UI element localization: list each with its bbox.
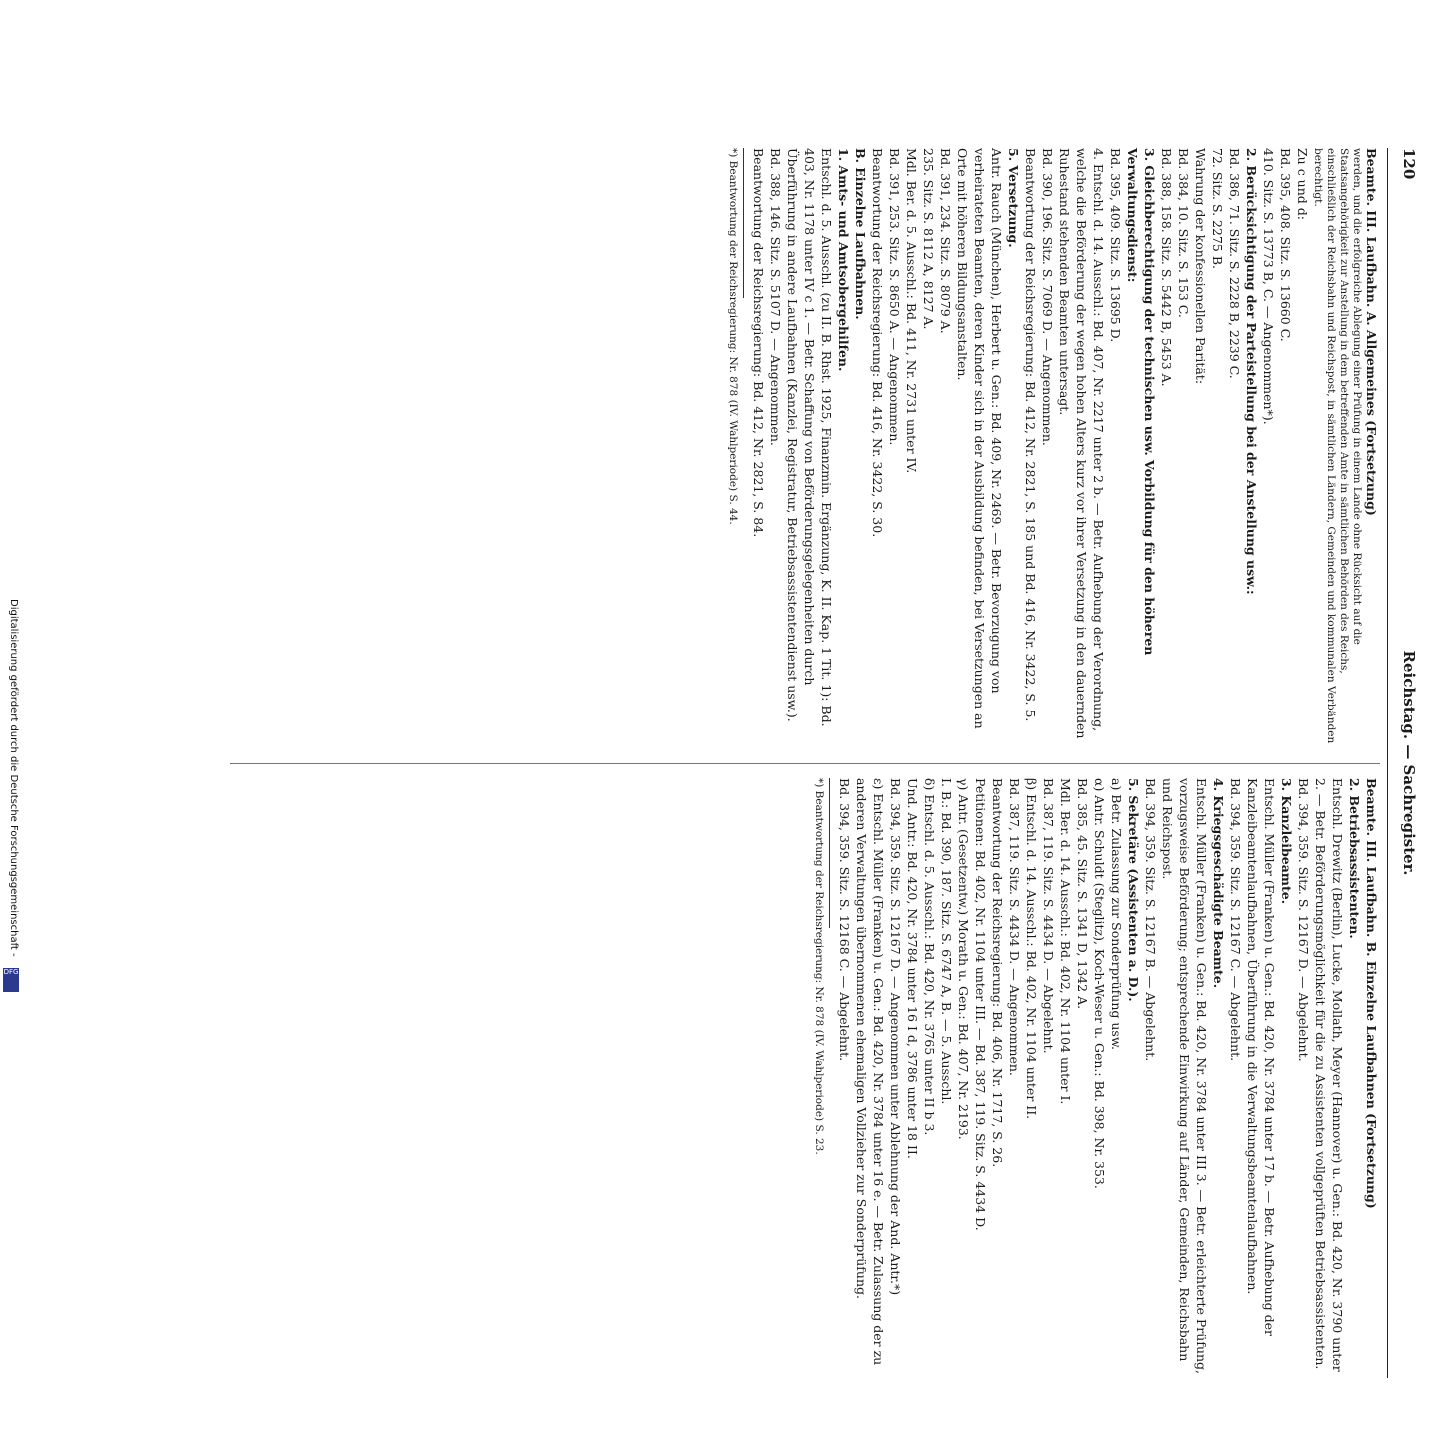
entry-text: Bd. 387, 119. Sitz. S. 4434 D. — Angenommen.	[1007, 778, 1022, 1076]
entry-text: Wahrung der konfessionellen Parität:	[1193, 148, 1208, 385]
entry-text: Beantwortung der Reichsregierung: Bd. 416, Nr. 3422, S. 30.	[870, 148, 885, 538]
entry-text: Zu c und d:	[1295, 148, 1310, 220]
entry-text: γ) Antr. (Gesetzentw.) Morath u. Gen.: Bd. 407, Nr. 2193.	[956, 778, 971, 1140]
section-heading: 1. Amts- und Amtsobergehilfen.	[836, 148, 851, 372]
entry-text: Bd. 386, 71. Sitz. S. 2228 B, 2239 C.	[1227, 148, 1242, 379]
entry-text: Mdl. Ber. d. 5. Ausschl.: Bd. 411, Nr. 2731 unter IV.	[904, 148, 919, 474]
digitization-credit	[0, 600, 22, 1000]
entry-text: Bd. 394, 359. Sitz. S. 12167 D. — Angenommen unter Ablehnung der And. Antr.*)	[888, 778, 903, 1296]
section-heading: 3. Gleichberechtigung der technischen usw. Vorbildung für den höheren Verwaltungsdienst:	[1125, 148, 1157, 660]
dfg-logo-icon: DFG	[3, 968, 19, 992]
entry-text: Mdl. Ber. d. 14. Ausschl.: Bd. 402, Nr. 1104 unter I.	[1058, 778, 1073, 1105]
entry-text: 235. Sitz. S. 8112 A, 8127 A.	[921, 148, 936, 330]
entry-text: Entschl. d. 5. Ausschl. (zu II. B. Rhst. 1925, Finanzmin. Ergänzung, K. II. Kap. 1 Tit. 1): Bd. 403, Nr. 1178 unter IV c 1. — Betr. Schaffung von Beförderungsgelegenheiten durch Überführung in andere Laufbahnen (Kanzlei, Registratur, Betriebsassistentendienst usw.).	[785, 148, 834, 731]
entry-text: 72. Sitz. S. 2275 B.	[1210, 148, 1225, 269]
entry-text: werden, und die erfolgreiche Ablegung einer Prüfung in einem Lande ohne Rücksicht auf die Staatsangehörigkeit zur Anstellung in dem betreffenden Amte in sämtlichen Behörden des Reichs, einschließlich der Reichsbahn und Reichspost, in sämtlichen Ländern, Gemeinden und kommunalen Verbänden berechtigt.	[1312, 148, 1363, 747]
section-heading: 4. Kriegsgeschädigte Beamte.	[1211, 778, 1226, 989]
entry-text: Und. Antr.: Bd. 420, Nr. 3784 unter 16 I d, 3786 unter 18 II.	[905, 778, 920, 1159]
document-page	[210, 88, 1430, 1438]
entry-text: δ) Entschl. d. 5. Ausschl.: Bd. 420, Nr. 3765 unter II b 3.	[922, 778, 937, 1136]
entry-text: Bd. 385, 45. Sitz. S. 1341 D, 1342 A.	[1075, 778, 1090, 1010]
entry-text: Entschl. Müller (Franken) u. Gen.: Bd. 420, Nr. 3784 unter III 3. — Betr. erleichterte Prüfung, vorzugsweise Beförderung; entsprechende Einwirkung auf Länder, Gemeinden, Reichsbahn und Reichspost.	[1160, 778, 1209, 1379]
entry-text: Beantwortung der Reichsregierung: Bd. 412, Nr. 2821, S. 84.	[751, 148, 766, 538]
entry-text: Bd. 395, 408. Sitz. S. 13660 C.	[1278, 148, 1293, 342]
entry-text: ε) Entschl. Müller (Franken) u. Gen.: Bd. 420, Nr. 3784 unter 16 e. — Betr. Zulassung der zu anderen Verwaltungen übernommenen ehemaligen Vollzieher zur Sonderprüfung.	[854, 778, 886, 1370]
section-heading: 5. Sekretäre (Assistenten a. D.).	[1126, 778, 1141, 1002]
entry-text: Bd. 390, 196. Sitz. S. 7069 D. — Angenommen.	[1040, 148, 1055, 446]
entry-text: Bd. 391, 253. Sitz. S. 8650 A. — Angenommen.	[887, 148, 902, 446]
page-title: Reichstag. — Sachregister.	[1400, 650, 1418, 876]
entry-text: I. B.: Bd. 390, 187. Sitz. S. 6747 A, B. — 5. Ausschl.	[939, 778, 954, 1105]
left-column	[726, 148, 1380, 748]
footnote: *) Beantwortung der Reichsregierung: Nr. 878 (IV. Wahlperiode) S. 23.	[813, 778, 825, 1155]
entry-text: 410. Sitz. S. 13773 B, C. — Angenommen*).	[1261, 148, 1276, 425]
section-heading: 3. Kanzleibeamte.	[1279, 778, 1294, 905]
page-number: 120	[1400, 148, 1418, 180]
section-heading: 5. Versetzung.	[1006, 148, 1021, 248]
entry-text: β) Entschl. d. 14. Ausschl.: Bd. 402, Nr. 1104 unter II.	[1024, 778, 1039, 1120]
section-heading: Beamte. III. Laufbahn. B. Einzelne Laufbahnen (Fortsetzung)	[1364, 778, 1379, 1209]
right-column	[812, 778, 1380, 1378]
entry-text: Bd. 394, 359. Sitz. S. 12168 C. — Abgelehnt.	[837, 778, 852, 1062]
section-heading: B. Einzelne Laufbahnen.	[853, 148, 868, 320]
footnote: *) Beantwortung der Reichsregierung: Nr. 878 (IV. Wahlperiode) S. 44.	[727, 148, 739, 525]
entry-text: Bd. 394, 359. Sitz. S. 12167 B. — Abgelehnt.	[1143, 778, 1158, 1062]
section-heading: 2. Berücksichtigung der Parteistellung bei der Anstellung usw.:	[1244, 148, 1259, 595]
entry-text: Bd. 394, 359. Sitz. S. 12167 D. — Abgelehnt.	[1296, 778, 1311, 1062]
footnote-rule	[743, 148, 744, 298]
page-header	[1390, 148, 1420, 1378]
entry-text: Bd. 388, 146. Sitz. S. 5107 D. — Angenommen.	[768, 148, 783, 446]
entry-text: Petitionen: Bd. 402, Nr. 1104 unter III. — Bd. 387, 119. Sitz. S. 4434 D.	[973, 778, 988, 1231]
entry-text: Bd. 391, 234. Sitz. S. 8079 A.	[938, 148, 953, 334]
credit-text: Digitalisierung gefördert durch die Deutsche Forschungsgemeinschaft -	[8, 599, 19, 957]
entry-text: Beantwortung der Reichsregierung: Bd. 412, Nr. 2821, S. 185 und Bd. 416, Nr. 3422, S. 5.	[1023, 148, 1038, 722]
entry-text: Bd. 395, 409. Sitz. S. 13695 D.	[1108, 148, 1123, 343]
entry-text: Entschl. Müller (Franken) u. Gen.: Bd. 420, Nr. 3784 unter 17 b. — Betr. Aufhebung der Kanzleibeamtenlaufbahnen, Überführung in die Verwaltungsbeamtenlaufbahnen.	[1245, 778, 1277, 1341]
section-heading: Beamte. III. Laufbahn. A. Allgemeines (Fortsetzung)	[1364, 148, 1379, 516]
entry-text: Bd. 384, 10. Sitz. S. 153 C.	[1176, 148, 1191, 318]
footnote-rule	[829, 778, 830, 928]
section-heading: 2. Betriebsassistenten.	[1347, 778, 1362, 939]
column-divider	[230, 763, 1380, 764]
entry-text: 4. Entschl. d. 14. Ausschl.: Bd. 407, Nr. 2217 unter 2 b. — Betr. Aufhebung der Verordnung, welche die Beförderung der wegen hohen Alters kurz vor ihrer Versetzung in den dauernden Ruhestand stehenden Beamten untersagt.	[1057, 148, 1106, 743]
entry-text: Antr. Rauch (München), Herbert u. Gen.: Bd. 409, Nr. 2469. — Betr. Bevorzugung von verheirateten Beamten, deren Kinder sich in der Ausbildung befinden, bei Versetzungen an Orte mit höheren Bildungsanstalten.	[955, 148, 1004, 733]
entry-text: Bd. 388, 158. Sitz. S. 5442 B, 5453 A.	[1159, 148, 1174, 387]
entry-text: Bd. 387, 119. Sitz. S. 4434 D. — Abgelehnt.	[1041, 778, 1056, 1054]
entry-text: a) Betr. Zulassung zur Sonderprüfung usw.	[1109, 778, 1124, 1051]
header-rule	[1387, 148, 1388, 1378]
entry-text: Bd. 394, 359. Sitz. S. 12167 C. — Abgelehnt.	[1228, 778, 1243, 1062]
entry-text: Entschl. Drewitz (Berlin), Lucke, Mollath, Meyer (Hannover) u. Gen.: Bd. 420, Nr. 3790 unter 2. — Betr. Beförderungsmöglichkeit für die zu Assistenten vollgeprüften Betriebsassistenten.	[1313, 778, 1345, 1376]
entry-text: Beantwortung der Reichsregierung: Bd. 406, Nr. 1717, S. 26.	[990, 778, 1005, 1168]
entry-text: α) Antr. Schuldt (Steglitz), Koch-Weser u. Gen.: Bd. 398, Nr. 353.	[1092, 778, 1107, 1189]
